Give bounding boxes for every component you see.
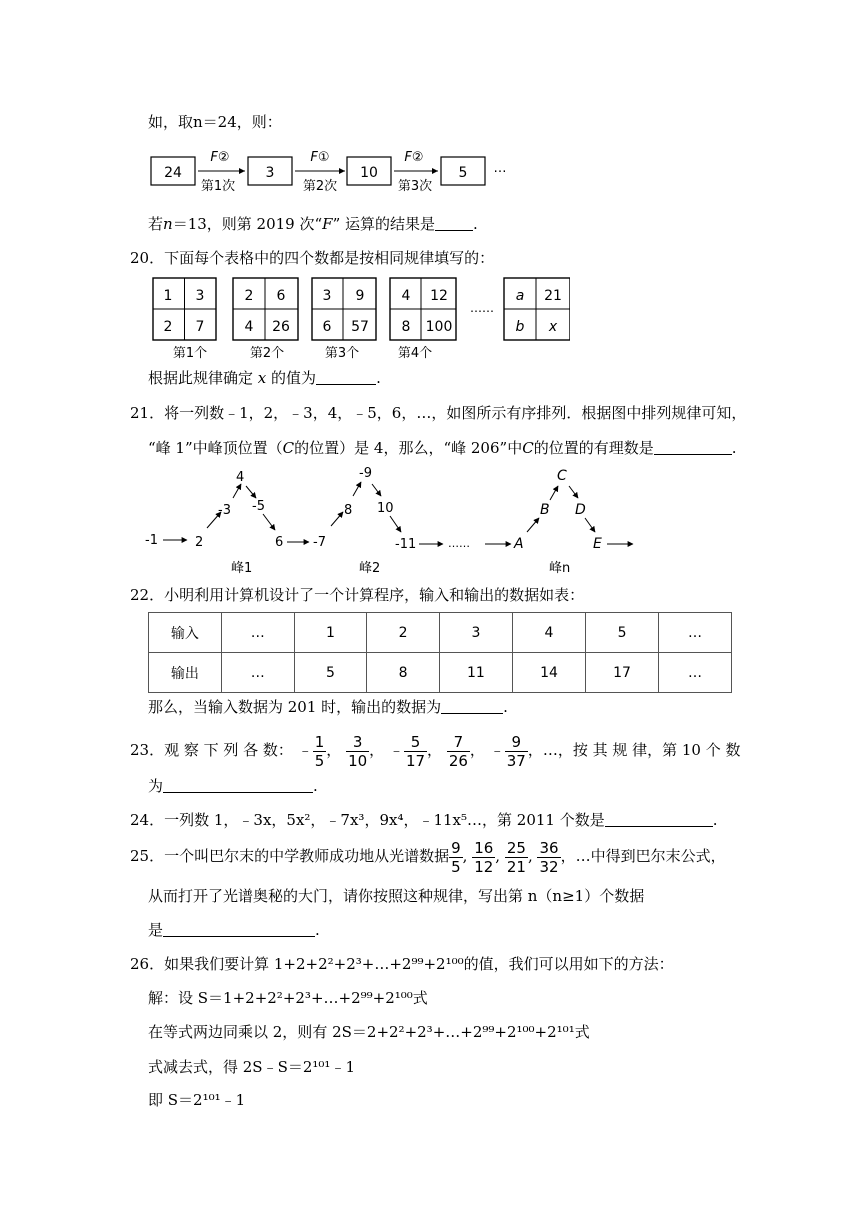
grid-n-cell-tl: a [515,288,525,304]
grid-3-cell-bl: 6 [322,319,332,335]
node-neg3: -3 [218,503,231,518]
node-8: 8 [344,503,353,518]
q25-answer-blank[interactable] [163,922,315,937]
node-6: 6 [275,535,284,550]
q21-answer-blank[interactable] [654,440,732,455]
q20-grids [150,276,570,362]
q23-answer-blank[interactable] [163,778,313,793]
table-cell: 1 [294,613,367,653]
table-cell: … [659,653,732,693]
peak-label-1: 峰1 [231,561,253,576]
fraction-4: $\frac{7}{26}$ [448,732,468,770]
table-cell: 5 [586,613,659,653]
grid-3-cell-br: 57 [351,319,369,335]
q22-io-table [148,612,732,693]
q20-answer-blank[interactable] [316,370,376,385]
q25-stem: 25．一个叫巴尔末的中学教师成功地从光谱数据 $\frac{9}{5}$ , $\frac{16}{12}$ , $\frac{25}{21}$ , $\frac{36}{32}$ ，…中得到巴尔末公式， [130,838,726,876]
table-cell: 8 [367,653,440,693]
flow-box-2-value: 3 [265,165,275,181]
node-2: 2 [195,535,204,550]
node-neg9: -9 [359,466,372,481]
node-B: B [540,502,550,518]
grid-1-cell-tr: 3 [195,288,205,304]
q26-stem: 26．如果我们要计算 1+2+2²+2³+…+2⁹⁹+2¹⁰⁰的值，我们可以用如下的方法： [130,955,674,973]
grid-1-label: 第1个 [172,346,208,361]
grid-n-cell-bl: b [515,319,525,335]
q19-answer-blank[interactable] [435,216,473,231]
q23-answer-line: 为 . [148,777,318,795]
grid-4-cell-tr: 12 [430,288,448,304]
grid-1 [153,278,216,361]
q20-stem: 20．下面每个表格中的四个数都是按相同规律填写的： [130,249,495,267]
fraction-4: $\frac{36}{32}$ [539,838,559,876]
table-cell: 17 [586,653,659,693]
fraction-3: $\frac{25}{21}$ [506,838,526,876]
q24-stem: 24．一列数 1，﹣3x，5x²，﹣7x³，9x⁴，﹣11x⁵…，第 2011 个数是 . [130,811,718,829]
grid-4-cell-bl: 8 [401,319,411,335]
flow-step-1: 第1次 [200,179,236,194]
flow-box-4 [441,157,485,185]
node-4: 4 [236,470,245,485]
table-cell: 输出 [149,653,222,693]
grid-1-cell-br: 7 [195,319,205,335]
table-cell: 3 [439,613,512,653]
q25-answer-line: 是 . [148,921,320,939]
grid-4-cell-br: 100 [425,319,453,335]
grid-2-cell-tl: 2 [244,288,254,304]
fraction-3: $\frac{5}{17}$ [405,732,426,770]
table-cell: 5 [294,653,367,693]
flow-op-1: F② [210,150,230,165]
grid-n-cell-br: x [548,319,558,335]
node-neg1: -1 [145,533,158,548]
q21-stem-line2: “峰 1”中峰顶位置（C的位置）是 4，那么，“峰 206”中C的位置的有理数是 . [148,439,737,457]
flow-ellipsis: … [493,161,507,176]
fraction-1: $\frac{1}{5}$ [314,732,325,770]
q21-peak-diagram [145,462,645,578]
node-E: E [593,536,602,552]
grid-4-label: 第4个 [397,346,433,361]
flow-step-3: 第3次 [397,179,433,194]
grid-1-cell-tl: 1 [163,288,173,304]
node-D: D [575,502,586,518]
q26-line4: 式减去式，得 2S﹣S＝2¹⁰¹﹣1 [148,1058,355,1076]
grid-1-cell-bl: 2 [163,319,173,335]
q19-question: 若n＝13，则第 2019 次“F” 运算的结果是 . [148,215,478,233]
flow-box-1-value: 24 [164,165,182,181]
q22-stem: 22．小明利用计算机设计了一个计算程序，输入和输出的数据如表： [130,586,585,604]
q26-line3: 在等式两边同乘以 2，则有 2S＝2+2²+2³+…+2⁹⁹+2¹⁰⁰+2¹⁰¹式 [148,1023,590,1041]
grid-3-label: 第3个 [324,346,360,361]
grid-4-cell-tl: 4 [401,288,411,304]
table-cell: 14 [512,653,585,693]
fraction-5: $\frac{9}{37}$ [506,732,526,770]
table-row-input [149,613,732,653]
grid-2-label: 第2个 [249,346,285,361]
grid-3-cell-tl: 3 [322,288,332,304]
q26-line5: 即 S＝2¹⁰¹﹣1 [148,1091,246,1109]
fraction-2: $\frac{3}{10}$ [348,732,368,770]
q19-example-line: 如，取n＝24，则： [148,113,282,131]
table-cell: 4 [512,613,585,653]
grid-2-cell-tr: 6 [276,288,286,304]
grid-n-cell-tr: 21 [544,288,562,304]
node-C: C [557,468,567,484]
flow-box-3 [347,157,391,185]
grid-2-cell-br: 26 [272,319,290,335]
node-A: A [514,536,524,552]
flow-box-1 [151,157,195,185]
table-row-output [149,653,732,693]
grid-2-cell-bl: 4 [244,319,254,335]
peak-label-n: 峰n [549,561,571,576]
grid-3 [312,278,376,361]
q19-flow-diagram [148,146,528,196]
table-cell: … [221,613,294,653]
node-neg7: -7 [313,535,326,550]
q22-answer-blank[interactable] [441,699,503,714]
peak-dots: …… [448,537,470,550]
grid-3-cell-tr: 9 [355,288,365,304]
node-neg5: -5 [252,499,265,514]
table-cell: 2 [367,613,440,653]
flow-op-3: F② [404,150,424,165]
table-cell: 输入 [149,613,222,653]
table-cell: … [659,613,732,653]
flow-op-2: F① [310,150,330,165]
grid-n [504,278,570,340]
q21-stem-line1: 21．将一列数﹣1，2，﹣3，4，﹣5，6，…，如图所示有序排列．根据图中排列规律可知， [130,404,747,422]
q26-line2: 解：设 S＝1+2+2²+2³+…+2⁹⁹+2¹⁰⁰式 [148,989,428,1007]
grid-dots: …… [470,301,494,315]
q23-stem: 23．观 察 下 列 各 数： ﹣ $\frac{1}{5}$ ， $\frac{3}{10}$ ， ﹣ $\frac{5}{17}$ ， $\frac{7}{26}$ ， ﹣ $\frac{9}{37}$ ，…，按 其 规 律，第 10 个 数 [130,732,741,770]
grid-2 [233,278,298,361]
table-cell: … [221,653,294,693]
flow-step-2: 第2次 [302,179,338,194]
flow-box-4-value: 5 [458,165,468,181]
q24-answer-blank[interactable] [605,812,713,827]
flow-box-2 [248,157,292,185]
node-10: 10 [377,501,394,516]
fraction-1: $\frac{9}{5}$ [451,838,461,876]
table-cell: 11 [439,653,512,693]
node-neg11: -11 [395,537,417,552]
flow-box-3-value: 10 [360,165,378,181]
peak-label-2: 峰2 [359,561,381,576]
q25-line2: 从而打开了光谱奥秘的大门，请你按照这种规律，写出第 n（n≥1）个数据 [148,887,645,905]
fraction-2: $\frac{16}{12}$ [474,838,494,876]
grid-4 [390,278,456,361]
q22-answer-line: 那么，当输入数据为 201 时，输出的数据为 . [148,698,508,716]
q20-answer-line: 根据此规律确定 x 的值为 . [148,369,381,387]
